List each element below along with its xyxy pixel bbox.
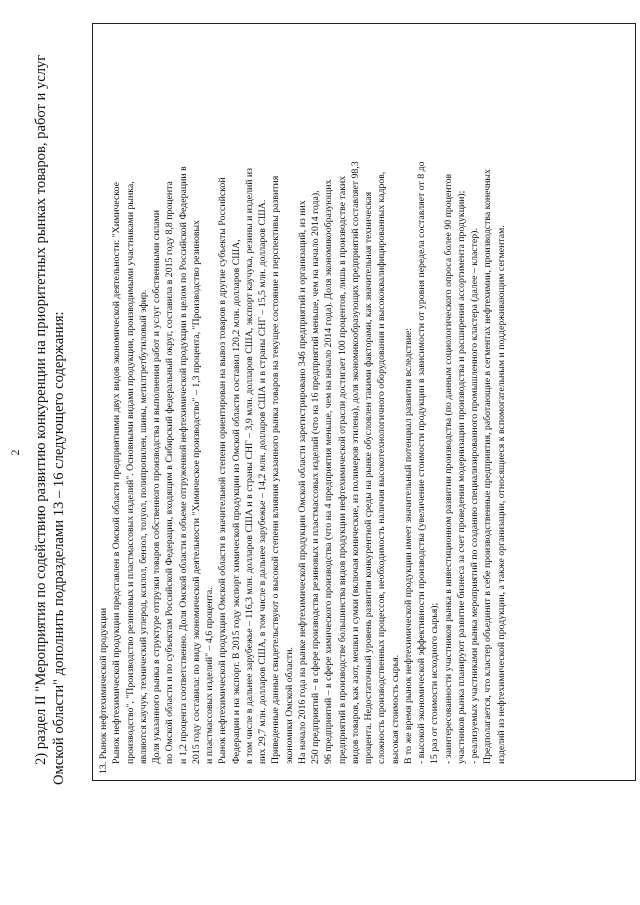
- paragraph-line: Доля указанного рынка в структуре отгрузки товаров собственного производства и выполнения работ и услуг собственными силами: [151, 210, 162, 764]
- intro-line: 2) раздел II "Мероприятия по содействию развитию конкуренции на приоритетных рынках товаров, работ и услуг: [33, 54, 49, 765]
- paragraph: [468, 30, 481, 774]
- paragraph: [269, 30, 296, 774]
- paragraph-line: высокая стоимость сырья.: [389, 654, 401, 764]
- paragraph-line: 96 предприятий – в сфере химического производства (что на 4 предприятия меньше, чем на начало 2014 года). Доля экономикообразующих: [323, 179, 335, 764]
- paragraph-line: - высокой экономической эффективности производства (увеличение стоимости продукции в зависимости от уровня передела составляет от 8 до: [416, 161, 427, 764]
- paragraph-line: Приведенные данные свидетельствуют о высокой степени влияния указанного рынка товаров на текущее состояние и перспективы развития: [270, 175, 282, 764]
- intro-line: Омской области" дополнить подразделами 13 – 16 следующего содержания:: [51, 311, 67, 785]
- paragraph-line: и 1,2 процента соответственно. Доля Омской области в объеме отгруженной нефтехимической продукции в целом по Российской Федерации в: [177, 166, 189, 764]
- paragraph: [216, 30, 269, 774]
- paragraph-line: по Омской области и по субъектам Российской Федерации, входящим в Сибирский федеральный округ, составила в 2015 году 8,8 процента: [164, 181, 176, 764]
- paragraph-line: 15 раз от стоимости исходного сырья);: [429, 602, 441, 764]
- paragraph-line: и пластмассовых изделий" – 4,6 процента.: [204, 587, 215, 764]
- paragraph-line: участников рынка планируют развитие бизнеса за счет проведения модернизации производства и расширения ассортимента продукции);: [455, 190, 467, 764]
- paragraph: [110, 30, 150, 774]
- paragraph-line: 250 предприятий – в сфере производства резиновых и пластмассовых изделий (что на 16 предприятий меньше, чем на начало 2014 года),: [310, 190, 321, 764]
- paragraph: [481, 30, 508, 774]
- paragraph-line: экономики Омской области.: [283, 647, 295, 764]
- paragraph-line: На начало 2016 года на рынке нефтехимической продукции Омской области зарегистрировано 346 предприятий и организаций, из них: [296, 200, 308, 764]
- paragraph-line: видов товаров, как азот, мешки и сумки (включая конические, из полимеров этилена), доля экономикообразующих предприятий составляет 98,3: [349, 161, 361, 764]
- paragraph-line: предприятий в производстве большинства видов продукции нефтехимической отрасли достигает 100 процентов, лишь в производстве таких: [336, 175, 348, 764]
- paragraph-line: являются каучук, технический углерод, ксилол, бензол, толуол, полипропилен, шины, метилтретбутиловый эфир.: [137, 289, 149, 764]
- paragraph-line: Предполагается, что кластер объединит в себе производственные предприятия, работающие в сегментах нефтехимии, производства конечных: [482, 169, 494, 764]
- paragraph-line: Рынок нефтехимической продукции Омской области в значительной степени ориентирован на вывоз товаров в другие субъекты Российской: [217, 177, 229, 764]
- paragraph-line: изделий из нефтехимической продукции, а также организации, относящиеся к вспомогательным и поддерживающим сегментам.: [495, 225, 507, 764]
- paragraph-line: 2015 году составила: по виду экономической деятельности "Химическое производство" – 1,3 процента, "Производство резиновых: [190, 220, 202, 764]
- paragraph-line: в том числе в дальнее зарубежье – 116,3 млн. долларов США и в страны СНГ – 3,9 млн. долларов США, экспорт каучука, резины и изделий из: [243, 167, 255, 764]
- page-number: 2: [8, 449, 22, 456]
- paragraph: [150, 30, 216, 774]
- paragraph: [442, 30, 469, 774]
- paragraph-line: - заинтересованности участников рынка в инвестиционном развитии производства (по данным социологического опроса более 90 процентов: [442, 173, 454, 764]
- paragraph-line: процента. Недостаточный уровень развития конкурентной среды на рынке обусловлен такими факторами, как значительная техническая: [363, 191, 374, 764]
- section-box: [92, 23, 636, 781]
- section-heading-text: 13. Рынок нефтехимической продукции: [98, 607, 109, 774]
- paragraph: [415, 30, 442, 774]
- paragraph-line: Федерации и на экспорт. В 2015 году экспорт химической продукции из Омской области составил 120,2 млн. долларов США,: [230, 239, 242, 764]
- paragraph-line: - реализуемых участниками рынка мероприятий по созданию специализированного промышленного кластера (далее – кластер).: [469, 228, 480, 764]
- paragraph-line: них 29,7 млн. долларов США, в том числе в дальнее зарубежье – 14,2 млн. долларов США и в страны СНГ – 15,5 млн. долларов США.: [257, 199, 268, 764]
- paragraph-line: сложность производственных процессов, необходимость наличия высокотехнологичного оборудования и высококвалифицированных кадров,: [376, 171, 388, 764]
- paragraph-line: Рынок нефтехимической продукции представлен в Омской области предприятиями двух видов экономической деятельности: "Химическое: [111, 182, 123, 764]
- intro-paragraph: [32, 33, 68, 785]
- paragraph: [402, 30, 415, 774]
- section-heading: [97, 30, 110, 774]
- paragraph: [296, 30, 402, 774]
- paragraph-line: В то же время рынок нефтехимической продукции имеет значительный потенциал развития вследствие:: [402, 327, 414, 764]
- paragraph-line: производство", "Производство резиновых и пластмассовых изделий". Основными видами продукции, производимыми участниками рынка,: [124, 181, 136, 764]
